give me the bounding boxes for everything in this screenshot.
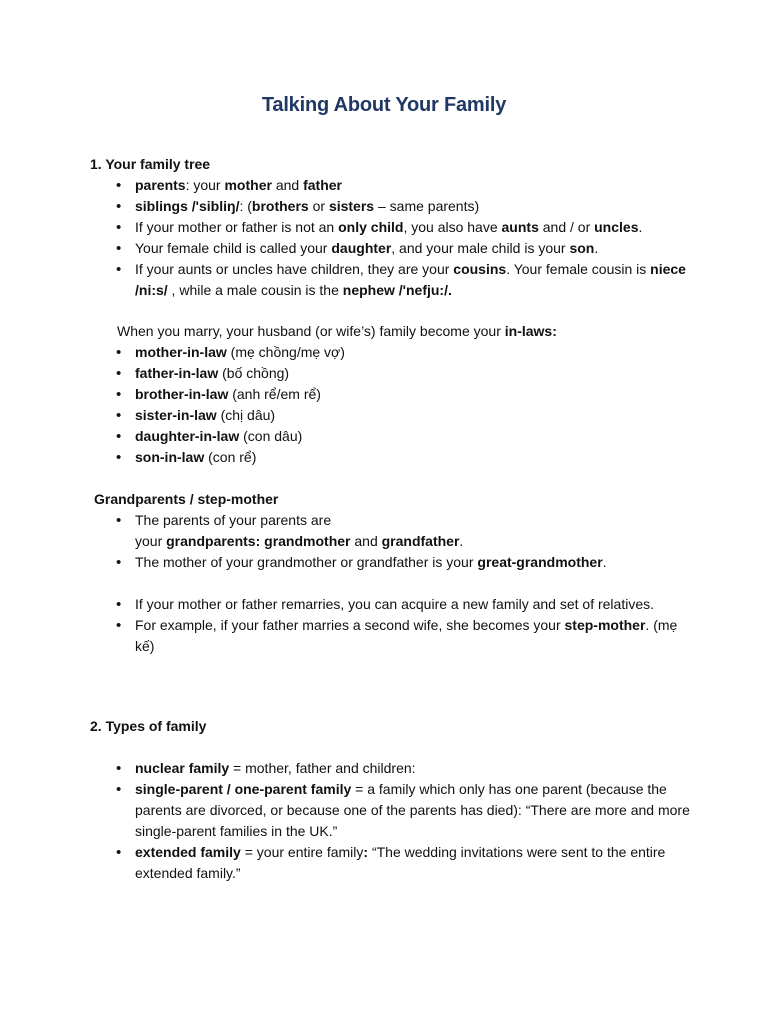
bold-term: grandfather xyxy=(381,533,460,549)
in-laws-intro xyxy=(90,321,690,342)
text-run: , you also have xyxy=(403,219,502,235)
section-in-laws xyxy=(90,321,690,468)
text-run: When you marry, your husband (or wife’s) family become your xyxy=(117,323,505,339)
list-item xyxy=(90,384,690,405)
types-list xyxy=(90,758,690,884)
bold-term: in-laws: xyxy=(504,323,557,339)
bold-term: : xyxy=(363,844,369,860)
text-run: and xyxy=(350,533,382,549)
text-run: . xyxy=(594,240,599,256)
text-run: = your entire family xyxy=(240,844,364,860)
bold-term: niece /ni:s/ xyxy=(135,261,686,298)
bold-term: daughter-in-law xyxy=(135,428,240,444)
section-types-of-family xyxy=(90,716,690,884)
list-item xyxy=(90,758,690,779)
list-item xyxy=(90,552,690,573)
text-run: . Your female cousin is xyxy=(506,261,651,277)
section-heading: 2. Types of family xyxy=(90,718,207,734)
text-run: – same parents) xyxy=(374,198,480,214)
family-tree-list xyxy=(90,175,690,301)
text-run: For example, if your father marries a second wife, she becomes your xyxy=(135,617,565,633)
text-run: (bố chồng) xyxy=(218,365,290,381)
list-item xyxy=(90,196,690,217)
bold-term: extended family xyxy=(135,844,241,860)
text-run: and xyxy=(271,177,304,193)
list-item xyxy=(90,447,690,468)
text-run: (anh rể/em rể) xyxy=(228,386,321,402)
in-laws-list xyxy=(90,342,690,468)
text-run: and / or xyxy=(538,219,595,235)
list-item xyxy=(90,405,690,426)
text-run: If your mother or father remarries, you can acquire a new family and set of relatives. xyxy=(135,596,655,612)
bold-term: father xyxy=(303,177,342,193)
step-family-list xyxy=(90,594,690,657)
text-run: . xyxy=(638,219,643,235)
list-item xyxy=(90,615,690,657)
bold-term: cousins xyxy=(453,261,507,277)
bold-term: sisters xyxy=(328,198,375,214)
text-run: If your aunts or uncles have children, they are your xyxy=(135,261,454,277)
bold-term: grandparents: grandmother xyxy=(166,533,351,549)
text-run: (con rể) xyxy=(204,449,257,465)
bold-term: great-grandmother xyxy=(477,554,603,570)
text-run: . xyxy=(459,533,464,549)
text-run: : ( xyxy=(239,198,252,214)
grandparents-list xyxy=(90,510,690,573)
bold-term: son-in-law xyxy=(135,449,205,465)
list-item xyxy=(90,842,690,884)
list-item xyxy=(90,779,690,842)
list-item xyxy=(90,594,690,615)
page-title: Talking About Your Family xyxy=(261,94,507,116)
text-run: (mẹ chồng/mẹ vợ) xyxy=(226,344,345,360)
bold-term: nephew /'nefju:/. xyxy=(342,282,452,298)
list-item xyxy=(90,217,690,238)
list-item xyxy=(90,363,690,384)
bold-term: brother-in-law xyxy=(135,386,229,402)
text-run: The mother of your grandmother or grandfather is your xyxy=(135,554,478,570)
text-run: = a family which only has one parent (because the parents are divorced, or because one of the parents has died): “There are more and more single-parent families in the UK.” xyxy=(135,781,690,839)
list-item xyxy=(90,175,690,196)
section-heading: Grandparents / step-mother xyxy=(94,491,279,507)
bold-term: aunts xyxy=(501,219,539,235)
text-run: your xyxy=(135,533,167,549)
bold-term: daughter xyxy=(331,240,392,256)
bold-term: siblings /'sibliŋ/ xyxy=(135,198,240,214)
text-run: or xyxy=(308,198,329,214)
text-run: “The wedding invitations were sent to the entire extended family.” xyxy=(135,844,666,881)
text-run: If your mother or father is not an xyxy=(135,219,339,235)
text-run: : your xyxy=(185,177,225,193)
list-item xyxy=(90,342,690,363)
bold-term: brothers xyxy=(251,198,309,214)
bold-term: sister-in-law xyxy=(135,407,217,423)
bold-term: parents xyxy=(135,177,186,193)
bold-term: son xyxy=(569,240,595,256)
bold-term: nuclear family xyxy=(135,760,230,776)
bold-term: only child xyxy=(338,219,404,235)
list-item xyxy=(90,426,690,447)
section-heading: 1. Your family tree xyxy=(90,156,211,172)
text-run: = mother, father and children: xyxy=(229,760,416,776)
list-item xyxy=(90,238,690,259)
text-run: . xyxy=(602,554,607,570)
bold-term: uncles xyxy=(594,219,639,235)
section-grandparents xyxy=(90,489,690,657)
bold-term: father-in-law xyxy=(135,365,219,381)
bold-term: step-mother xyxy=(564,617,646,633)
bold-term: mother-in-law xyxy=(135,344,227,360)
list-item xyxy=(90,259,690,301)
text-run: Your female child is called your xyxy=(135,240,332,256)
text-run: (chị dâu) xyxy=(216,407,276,423)
text-run: , while a male cousin is the xyxy=(167,282,343,298)
list-item xyxy=(90,510,690,552)
section-family-tree xyxy=(90,154,690,301)
text-run: . (mẹ kế) xyxy=(135,617,678,654)
bold-term: single-parent / one-parent family xyxy=(135,781,352,797)
text-run: The parents of your parents are xyxy=(135,512,332,528)
text-run: (con dâu) xyxy=(239,428,303,444)
bold-term: mother xyxy=(224,177,272,193)
text-run: , and your male child is your xyxy=(391,240,570,256)
